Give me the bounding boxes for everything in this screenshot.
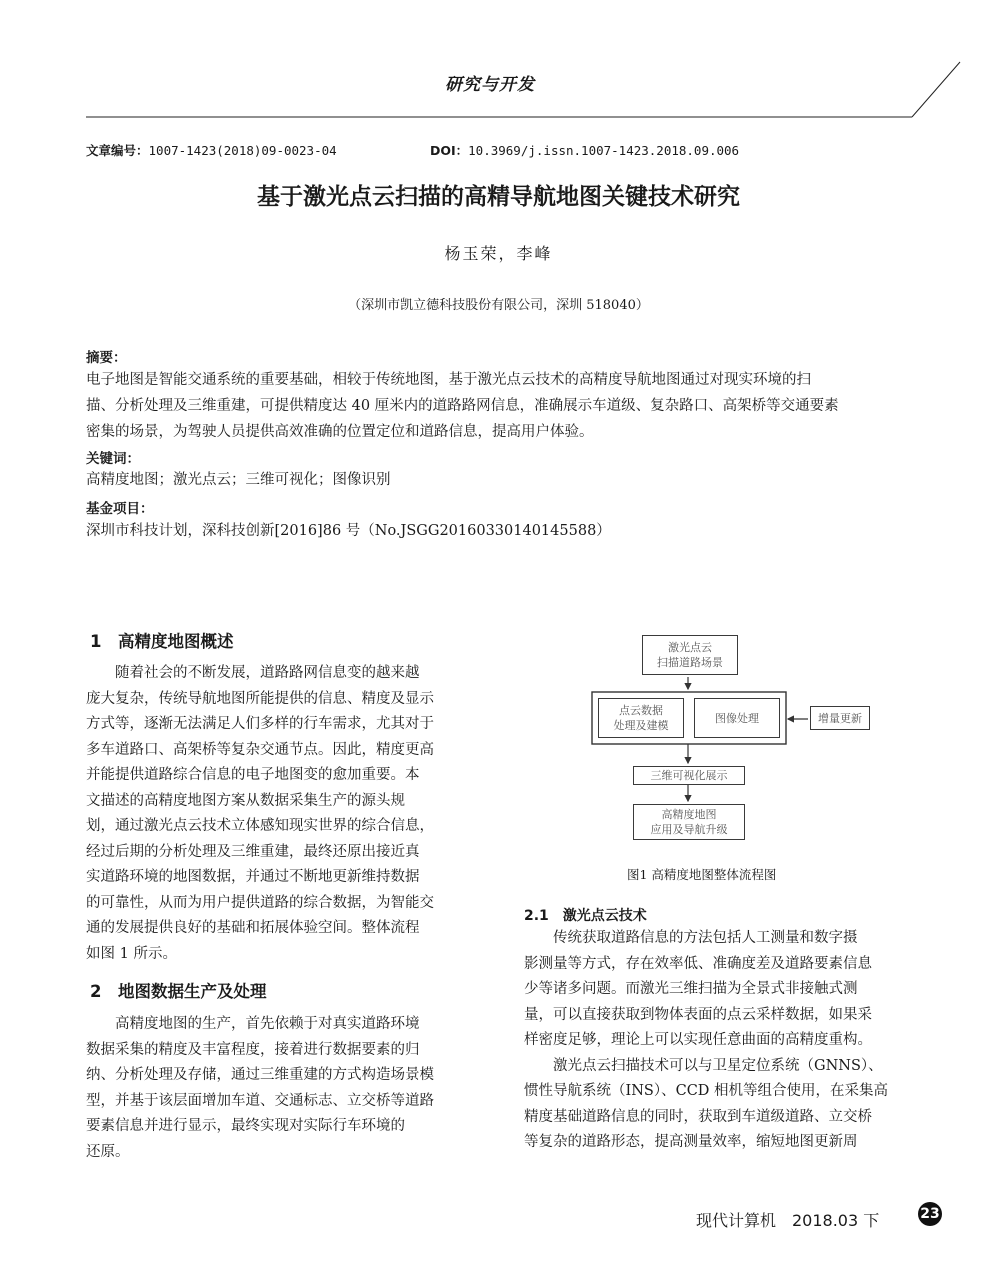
header-rule (0, 0, 997, 130)
body-line: 多车道路口、高架桥等复杂交通节点。因此，精度更高 (86, 741, 434, 758)
abstract-line: 电子地图是智能交通系统的重要基础，相较于传统地图，基于激光点云技术的高精度导航地图通过对现实环境的扫 (86, 372, 811, 388)
body-line: 样密度足够，理论上可以实现任意曲面的高精度重构。 (524, 1032, 872, 1048)
body-line: 划，通过激光点云技术立体感知现实世界的综合信息， (86, 818, 434, 834)
section-2-1-heading: 2.1 激光点云技术 (524, 908, 647, 924)
body-line: 型，并基于该层面增加车道、交通标志、立交桥等道路 (86, 1092, 434, 1109)
body-line: 要素信息并进行显示，最终实现对实际行车环境的 (86, 1118, 405, 1134)
flow-box-application (633, 804, 745, 840)
body-line: 纳、分析处理及存储，通过三维重建的方式构造场景模 (86, 1067, 434, 1083)
body-line: 经过后期的分析处理及三维重建，最终还原出接近真 (86, 843, 420, 860)
fund-label: 基金项目： (86, 501, 154, 517)
body-line: 还原。 (86, 1143, 130, 1160)
section-1-heading: 1 高精度地图概述 (90, 632, 234, 651)
body-line: 实道路环境的地图数据，并通过不断地更新维持数据 (86, 869, 420, 885)
body-line: 的可靠性，从而为用户提供道路的综合数据，为智能交 (86, 894, 434, 911)
body-line: 影测量等方式，存在效率低、准确度差及道路要素信息 (524, 955, 872, 972)
doi-label: DOI： (430, 143, 469, 158)
body-line: 如图 1 所示。 (86, 945, 177, 962)
body-line: 方式等，逐渐无法满足人们多样的行车需求，尤其对于 (86, 716, 434, 732)
body-line: 并能提供道路综合信息的电子地图变的愈加重要。本 (86, 767, 420, 783)
abstract-label: 摘要： (86, 350, 127, 366)
flow-box-label: 三维可视化展示 (650, 769, 728, 782)
flow-box-label: 点云数据 处理及建模 (613, 704, 669, 732)
figure-1-flowchart (560, 625, 920, 855)
section-2-body (86, 1012, 474, 1165)
flow-box-image (694, 698, 780, 738)
authors: 杨玉荣，李峰 (444, 244, 553, 263)
body-line: 数据采集的精度及丰富程度，接着进行数据要素的归 (86, 1041, 420, 1058)
abstract-text (86, 367, 912, 445)
abstract-line: 密集的场景，为驾驶人员提供高效准确的位置定位和道路信息，提高用户体验。 (86, 424, 594, 440)
section-1-body (86, 661, 474, 967)
journal-section-header: 研究与开发 (445, 75, 535, 95)
page-number: 23 (918, 1202, 942, 1226)
body-line: 精度基础道路信息的同时，获取到车道级道路、立交桥 (524, 1108, 872, 1125)
body-line: 庞大复杂，传统导航地图所能提供的信息、精度及显示 (86, 690, 434, 707)
doi (430, 141, 739, 159)
fund-text: 深圳市科技计划，深科技创新[2016]86 号（No.JSGG20160330140145588） (86, 523, 611, 539)
body-line: 通的发展提供良好的基础和拓展体验空间。整体流程 (86, 920, 420, 936)
body-line: 少等诸多问题。而激光三维扫描为全景式非接触式测 (524, 981, 858, 997)
paper-title: 基于激光点云扫描的高精导航地图关键技术研究 (257, 184, 740, 210)
doi-value: 10.3969/j.issn.1007-1423.2018.09.006 (468, 143, 740, 158)
body-line: 等复杂的道路形态，提高测量效率，缩短地图更新周 (524, 1134, 858, 1150)
flow-box-scan (642, 635, 738, 675)
body-line: 传统获取道路信息的方法包括人工测量和数字摄 (553, 930, 858, 946)
article-number-value: 1007-1423(2018)09-0023-04 (148, 143, 337, 158)
figure-1-caption: 图1 高精度地图整体流程图 (627, 867, 777, 882)
affiliation: （深圳市凯立德科技股份有限公司，深圳 518040） (348, 298, 649, 313)
flow-box-process (598, 698, 684, 738)
body-line: 高精度地图的生产，首先依赖于对真实道路环境 (115, 1016, 420, 1032)
body-line: 惯性导航系统（INS）、CCD 相机等组合使用，在采集高 (524, 1083, 889, 1099)
flow-box-label: 增量更新 (818, 711, 862, 725)
flow-box-label: 图像处理 (715, 711, 759, 725)
abstract-line: 描、分析处理及三维重建，可提供精度达 40 厘米内的道路路网信息，准确展示车道级、复杂路口、高架桥等交通要素 (86, 398, 839, 414)
flow-box-label: 激光点云 扫描道路场景 (657, 641, 723, 669)
section-2-heading: 2 地图数据生产及处理 (90, 982, 267, 1001)
body-line: 文描述的高精度地图方案从数据采集生产的源头规 (86, 792, 405, 809)
body-line: 量，可以直接获取到物体表面的点云采样数据，如果采 (524, 1006, 872, 1023)
flow-box-label: 高精度地图 应用及导航升级 (650, 808, 728, 836)
journal-footer: 现代计算机 2018.03 下 (696, 1211, 880, 1230)
section-2-1-body (524, 926, 912, 1156)
flow-box-visualization (633, 766, 745, 785)
keywords-label: 关键词： (86, 451, 140, 467)
article-number-label: 文章编号： (86, 143, 149, 158)
body-line: 随着社会的不断发展，道路路网信息变的越来越 (115, 665, 420, 681)
keywords-text: 高精度地图；激光点云；三维可视化；图像识别 (86, 472, 391, 488)
flow-box-update (810, 706, 870, 730)
article-number (86, 141, 337, 159)
body-line: 激光点云扫描技术可以与卫星定位系统（GNNS）、 (553, 1057, 883, 1074)
